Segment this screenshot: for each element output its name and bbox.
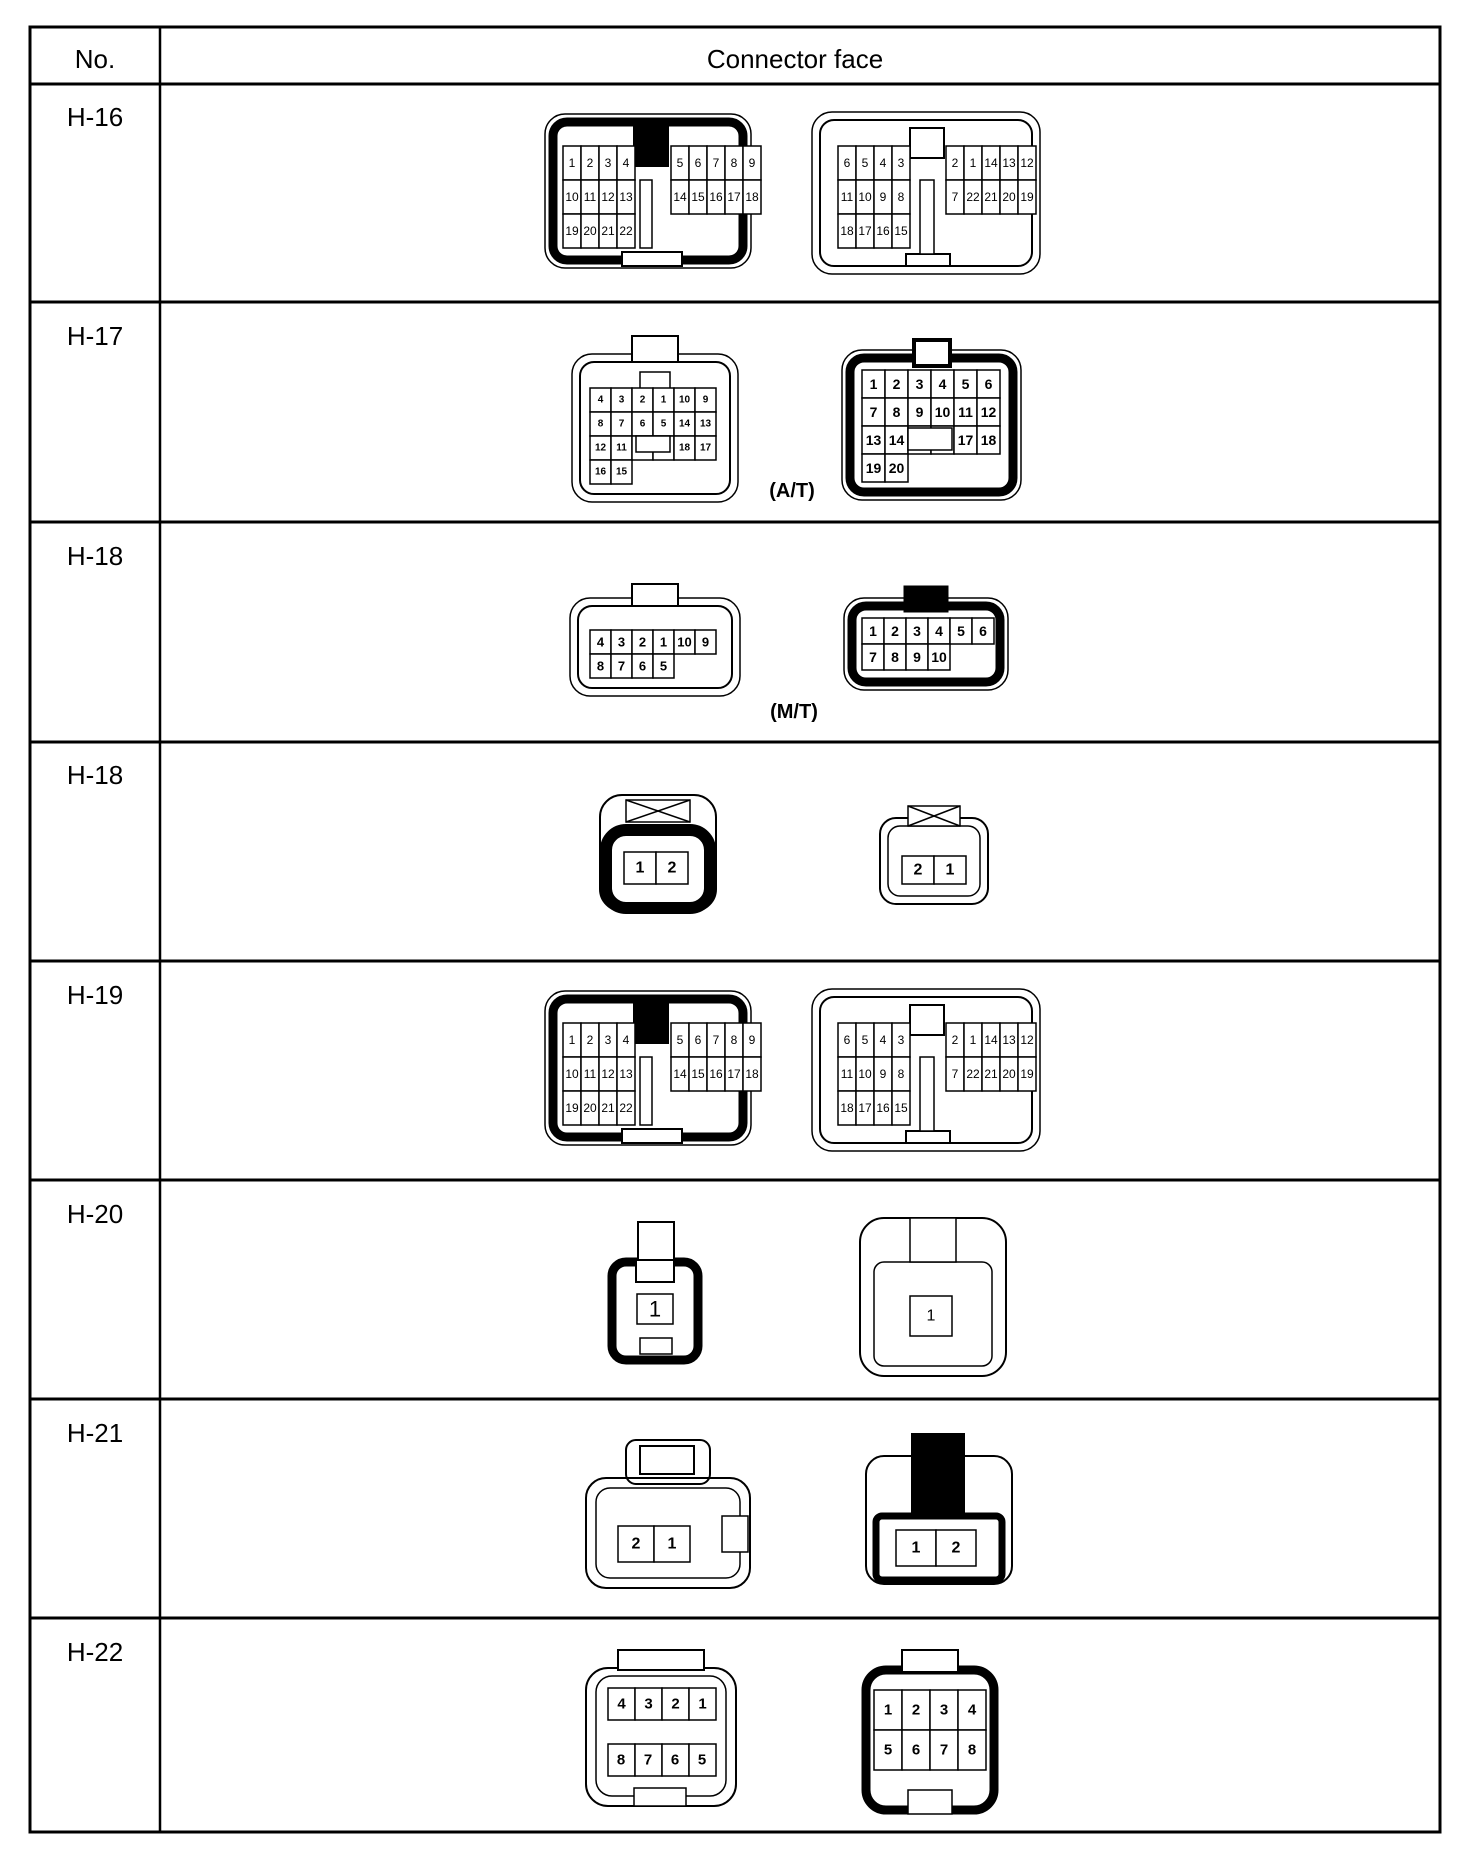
pin-number: 21	[984, 190, 998, 204]
pin-number: 17	[957, 432, 974, 448]
pin-number: 17	[858, 1101, 872, 1115]
pin-number: 3	[617, 634, 626, 650]
pin-number: 20	[888, 460, 905, 476]
pin-number: 3	[939, 1701, 949, 1719]
pin-number: 13	[699, 418, 712, 430]
pin-number: 11	[840, 190, 854, 204]
pin-number: 5	[883, 1741, 893, 1759]
pin-number: 4	[596, 634, 605, 650]
pin-number: 8	[730, 1033, 738, 1047]
pin-number: 2	[892, 376, 901, 392]
pin-number: 6	[694, 1033, 702, 1047]
pin-number: 9	[879, 190, 887, 204]
pin-number: 19	[1020, 1067, 1034, 1081]
pin-number: 1	[659, 634, 668, 650]
pin-number: 4	[935, 623, 943, 639]
pin-number: 18	[745, 190, 759, 204]
pin-number: 7	[712, 1033, 720, 1047]
connector-housing-female	[545, 114, 761, 268]
pin-number: 1	[698, 1695, 707, 1713]
pin-number: 12	[1020, 156, 1034, 170]
pin-number: 14	[888, 432, 905, 448]
pin-number: 13	[619, 1067, 633, 1081]
connector-housing-male	[586, 1650, 736, 1806]
pin-number: 6	[639, 418, 646, 430]
pin-number: 17	[858, 224, 872, 238]
pin-number: 17	[727, 190, 741, 204]
pin-number: 5	[659, 658, 668, 674]
variant-note: (A/T)	[769, 480, 815, 502]
pin-number: 19	[1020, 190, 1034, 204]
pin-number: 12	[594, 442, 607, 454]
pin-number: 22	[966, 1067, 980, 1081]
pin-number: 1	[926, 1307, 936, 1325]
pin-number: 8	[597, 418, 604, 430]
pin-number: 6	[843, 156, 851, 170]
pin-number: 2	[951, 156, 959, 170]
pin-number: 16	[876, 1101, 890, 1115]
connector-housing-male	[572, 336, 738, 502]
pin-number: 19	[565, 1101, 579, 1115]
pin-number: 2	[911, 1701, 921, 1719]
pin-number: 16	[876, 224, 890, 238]
pin-number: 13	[619, 190, 633, 204]
header-connector-face: Connector face	[706, 44, 884, 74]
pin-number: 3	[604, 156, 612, 170]
pin-number: 10	[678, 394, 691, 406]
pin-number: 5	[676, 156, 684, 170]
connector-housing-male	[812, 112, 1040, 274]
connector-housing-female	[866, 1434, 1012, 1584]
pin-number: 3	[915, 376, 924, 392]
pin-number: 4	[938, 376, 947, 392]
pin-number: 1	[945, 861, 955, 879]
pin-number: 1	[969, 156, 977, 170]
pin-number: 5	[861, 1033, 869, 1047]
pin-number: 10	[565, 1067, 579, 1081]
connector-housing-male	[880, 806, 988, 904]
connector-housing-female	[612, 1222, 698, 1360]
pin-number: 2	[951, 1539, 961, 1557]
pin-number: 3	[897, 1033, 905, 1047]
pin-number: 21	[601, 1101, 615, 1115]
row-id: H-18	[66, 541, 124, 571]
pin-number: 8	[897, 190, 905, 204]
pin-number: 5	[660, 418, 667, 430]
pin-number: 2	[638, 634, 647, 650]
pin-number: 18	[980, 432, 997, 448]
pin-number: 20	[1002, 190, 1016, 204]
pin-number: 16	[709, 1067, 723, 1081]
pin-number: 2	[586, 1033, 594, 1047]
pin-number: 4	[597, 394, 604, 406]
pin-number: 14	[673, 1067, 687, 1081]
pin-number: 2	[951, 1033, 959, 1047]
pin-number: 2	[631, 1535, 641, 1553]
pin-number: 20	[583, 224, 597, 238]
connector-housing-female	[844, 588, 1008, 690]
pin-number: 21	[984, 1067, 998, 1081]
pin-number: 17	[699, 442, 712, 454]
pin-number: 8	[730, 156, 738, 170]
pin-number: 6	[843, 1033, 851, 1047]
connector-housing-male	[570, 584, 740, 696]
pin-number: 9	[915, 404, 924, 420]
connector-housing-female	[545, 991, 761, 1145]
pin-number: 22	[619, 1101, 633, 1115]
pin-number: 1	[969, 1033, 977, 1047]
pin-number: 14	[673, 190, 687, 204]
connector-housing-male	[860, 1218, 1006, 1376]
pin-number: 15	[615, 466, 628, 478]
pin-number: 15	[894, 1101, 908, 1115]
pin-number: 12	[1020, 1033, 1034, 1047]
connector-housing-female	[842, 340, 1021, 500]
connector-housing-male	[586, 1440, 750, 1588]
pin-number: 1	[869, 376, 878, 392]
pin-number: 2	[913, 861, 923, 879]
pin-number: 20	[583, 1101, 597, 1115]
row-id: H-16	[66, 102, 124, 132]
pin-number: 17	[727, 1067, 741, 1081]
pin-number: 7	[869, 649, 877, 665]
pin-number: 15	[894, 224, 908, 238]
pin-number: 8	[892, 404, 901, 420]
pin-number: 15	[691, 190, 705, 204]
pin-number: 9	[879, 1067, 887, 1081]
pin-number: 22	[619, 224, 633, 238]
pin-number: 3	[604, 1033, 612, 1047]
pin-number: 5	[697, 1751, 707, 1769]
pin-number: 18	[678, 442, 691, 454]
pin-number: 22	[966, 190, 980, 204]
pin-number: 6	[984, 376, 993, 392]
pin-number: 5	[957, 623, 965, 639]
pin-number: 15	[691, 1067, 705, 1081]
row-id: H-22	[66, 1637, 124, 1667]
pin-number: 8	[616, 1751, 626, 1769]
pin-number: 8	[596, 658, 605, 674]
pin-number: 1	[660, 394, 667, 406]
pin-number: 7	[618, 418, 625, 430]
pin-number: 13	[1002, 1033, 1016, 1047]
pin-number: 6	[694, 156, 702, 170]
pin-number: 2	[586, 156, 594, 170]
pin-number: 11	[616, 442, 627, 454]
pin-number: 1	[648, 1296, 662, 1322]
pin-number: 7	[869, 404, 878, 420]
pin-number: 3	[913, 623, 921, 639]
pin-number: 7	[712, 156, 720, 170]
pin-number: 4	[617, 1695, 626, 1713]
pin-number: 7	[617, 658, 626, 674]
pin-number: 18	[840, 224, 854, 238]
pin-number: 18	[745, 1067, 759, 1081]
pin-number: 13	[1002, 156, 1016, 170]
pin-number: 12	[980, 404, 997, 420]
pin-number: 7	[643, 1751, 653, 1769]
pin-number: 1	[911, 1539, 921, 1557]
pin-number: 4	[622, 1033, 630, 1047]
pin-number: 8	[967, 1741, 977, 1759]
header-no: No.	[74, 44, 116, 74]
pin-number: 2	[891, 623, 899, 639]
pin-number: 6	[911, 1741, 921, 1759]
pin-number: 5	[676, 1033, 684, 1047]
pin-number: 10	[858, 1067, 872, 1081]
pin-number: 10	[677, 634, 692, 650]
pin-number: 13	[865, 432, 882, 448]
pin-number: 5	[861, 156, 869, 170]
pin-number: 1	[568, 156, 576, 170]
pin-number: 10	[931, 649, 947, 665]
pin-number: 19	[565, 224, 579, 238]
pin-number: 20	[1002, 1067, 1016, 1081]
pin-number: 8	[891, 649, 899, 665]
pin-number: 11	[958, 404, 973, 420]
pin-number: 11	[840, 1067, 854, 1081]
row-id: H-19	[66, 980, 124, 1010]
pin-number: 4	[967, 1701, 977, 1719]
pin-number: 9	[913, 649, 921, 665]
pin-number: 16	[594, 466, 607, 478]
table-grid	[30, 27, 1440, 1832]
pin-number: 12	[601, 190, 615, 204]
connector-housing-female	[866, 1650, 994, 1814]
pin-number: 6	[638, 658, 647, 674]
pin-number: 16	[709, 190, 723, 204]
pin-number: 2	[667, 859, 677, 877]
pin-number: 11	[583, 190, 597, 204]
row-id: H-18	[66, 760, 124, 790]
pin-number: 21	[601, 224, 615, 238]
row-id: H-20	[66, 1199, 124, 1229]
pin-number: 3	[618, 394, 625, 406]
variant-note: (M/T)	[770, 701, 818, 723]
pin-number: 12	[601, 1067, 615, 1081]
pin-number: 1	[667, 1535, 677, 1553]
pin-number: 14	[984, 156, 998, 170]
pin-number: 6	[979, 623, 987, 639]
connector-housing-male	[812, 989, 1040, 1151]
pin-number: 4	[879, 156, 887, 170]
pin-number: 3	[644, 1695, 653, 1713]
pin-number: 6	[670, 1751, 680, 1769]
pin-number: 18	[840, 1101, 854, 1115]
pin-number: 1	[568, 1033, 576, 1047]
pin-number: 4	[879, 1033, 887, 1047]
pin-number: 1	[869, 623, 877, 639]
pin-number: 8	[897, 1067, 905, 1081]
row-id: H-21	[66, 1418, 124, 1448]
pin-number: 9	[748, 156, 756, 170]
pin-number: 1	[883, 1701, 893, 1719]
pin-number: 4	[622, 156, 630, 170]
pin-number: 11	[583, 1067, 597, 1081]
pin-number: 10	[858, 190, 872, 204]
pin-number: 3	[897, 156, 905, 170]
pin-number: 14	[984, 1033, 998, 1047]
pin-number: 2	[639, 394, 646, 406]
pin-number: 9	[702, 394, 709, 406]
pin-number: 5	[961, 376, 970, 392]
pin-number: 1	[635, 859, 645, 877]
pin-number: 9	[748, 1033, 756, 1047]
pin-number: 14	[678, 418, 691, 430]
connector-housing-female	[600, 795, 716, 911]
pin-number: 2	[671, 1695, 680, 1713]
pin-number: 19	[865, 460, 882, 476]
pin-number: 7	[951, 1067, 959, 1081]
pin-number: 10	[565, 190, 579, 204]
pin-number: 7	[951, 190, 959, 204]
pin-number: 7	[939, 1741, 949, 1759]
pin-number: 10	[934, 404, 951, 420]
connector-drawings	[545, 112, 1040, 1814]
pin-number: 9	[701, 634, 710, 650]
row-id: H-17	[66, 321, 124, 351]
